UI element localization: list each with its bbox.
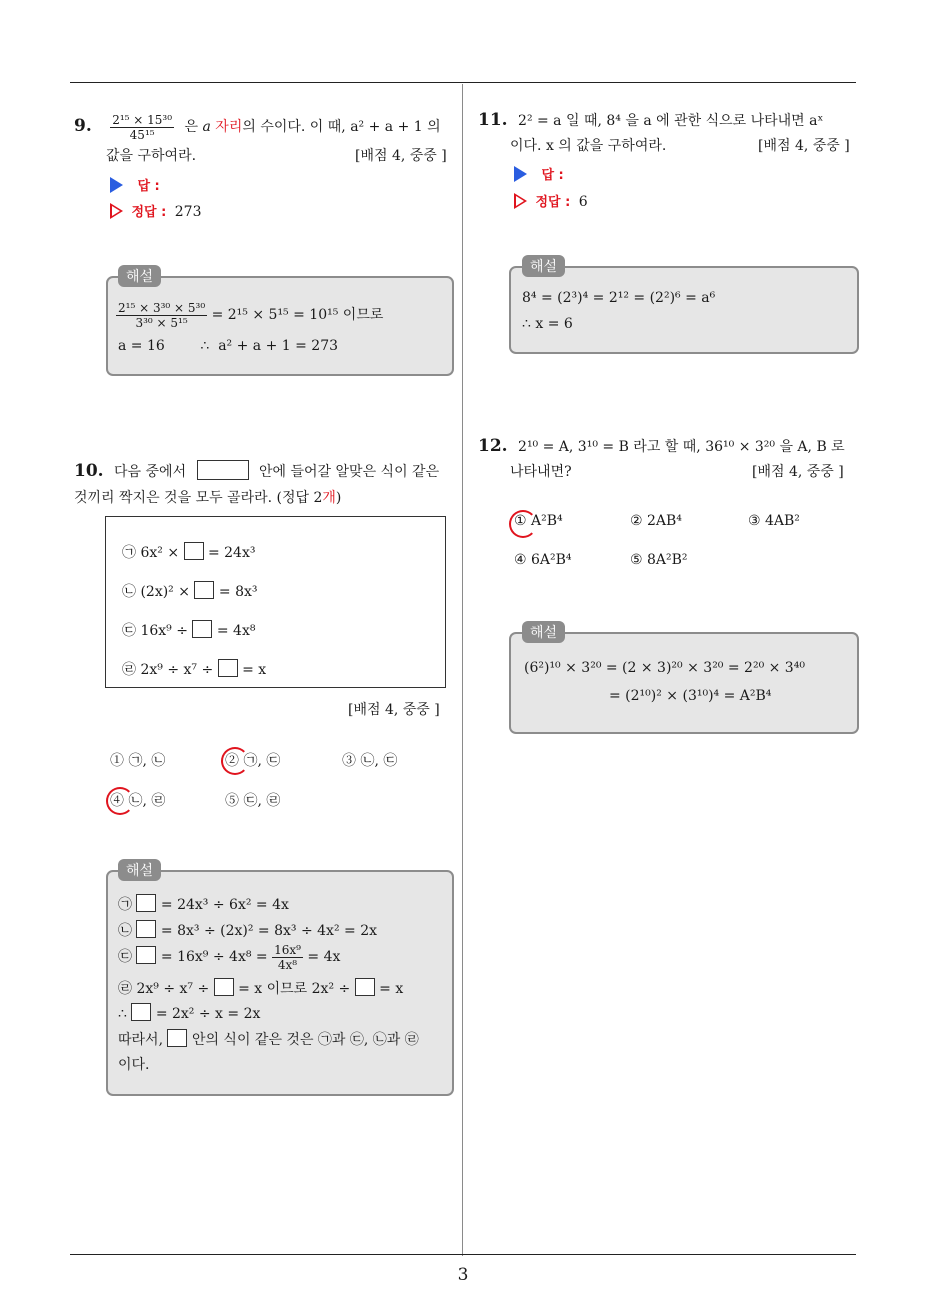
q10-line1: 10. 다음 중에서 안에 들어갈 알맞은 식이 같은: [74, 461, 440, 481]
q11-number: 11.: [478, 110, 508, 130]
q10-sol-line5: ∴ = 2x² ÷ x = 2x: [118, 1003, 260, 1024]
q12-line2: 나타내면?: [510, 464, 572, 480]
blank-box: [192, 620, 212, 638]
q10-sol-line7: 이다.: [118, 1057, 150, 1073]
q12-solution-line2: = (2¹⁰)² × (3¹⁰)⁴ = A²B⁴: [609, 688, 772, 704]
q12-option-2[interactable]: ② 2AB⁴: [630, 513, 682, 529]
q12-number: 12.: [478, 436, 508, 456]
q10-solution-tag: 해설: [118, 859, 161, 881]
q10-sol-line2: ㉡ = 8x³ ÷ (2x)² = 8x³ ÷ 4x² = 2x: [118, 920, 377, 941]
q11-line2: 이다. x 의 값을 구하여라.: [510, 138, 667, 154]
outline-triangle-icon: [110, 203, 123, 219]
q12-option-4[interactable]: ④ 6A²B⁴: [514, 552, 572, 568]
q9-solution-line1: $\frac{\text{2¹⁵ × 3³⁰ × 5³⁰}}{\text{3³⁰ × 5¹⁵}}$ = 2¹⁵ × 5¹⁵ = 10¹⁵ 이므로: [118, 300, 384, 330]
q12-score: [배점 4, 중중 ]: [752, 464, 844, 480]
blank-box: [197, 460, 249, 480]
q11-solution-tag: 해설: [522, 255, 565, 277]
blank-box: [194, 581, 214, 599]
q12-option-1[interactable]: ① A²B⁴: [514, 513, 563, 529]
q11-score: [배점 4, 중중 ]: [758, 138, 850, 154]
blank-box: [131, 1003, 151, 1021]
column-divider: [462, 84, 463, 1256]
q9-fraction: $\frac{\text{2¹⁵ × 15³⁰}}{\text{45¹⁵}}$: [112, 112, 173, 142]
q10-item-1: ㉠ 6x² × = 24x³: [122, 542, 255, 563]
selected-mark-icon: [106, 787, 134, 815]
page-number: 3: [457, 1265, 469, 1285]
q9-line2: 값을 구하여라.: [106, 148, 197, 164]
q11-solution-box: [509, 266, 859, 354]
q9-solution-line2: a = 16 ∴ a² + a + 1 = 273: [118, 338, 339, 354]
q11-answer: 답 :: [514, 165, 564, 186]
q10-item-2: ㉡ (2x)² × = 8x³: [122, 581, 258, 602]
q9-line1: 9. $\frac{\text{2¹⁵ × 15³⁰}}{\text{45¹⁵}}$ 은 a 자리의 수이다. 이 때, a² + a + 1 의: [74, 112, 441, 142]
q10-line2: 것끼리 짝지은 것을 모두 골라라. (정답 2개): [74, 490, 342, 506]
q10-score: [배점 4, 중중 ]: [348, 702, 440, 718]
bottom-rule: [70, 1254, 856, 1255]
q12-solution-tag: 해설: [522, 621, 565, 643]
q10-sol-line4: ㉣ 2x⁹ ÷ x⁷ ÷ = x 이므로 2x² ÷ = x: [118, 978, 403, 999]
q9-answer: 답 :: [110, 176, 160, 197]
q10-item-4: ㉣ 2x⁹ ÷ x⁷ ÷ = x: [122, 659, 266, 680]
play-icon: [514, 166, 527, 182]
blank-box: [218, 659, 238, 677]
q12-option-5[interactable]: ⑤ 8A²B²: [630, 552, 688, 568]
blank-box: [136, 946, 156, 964]
q9-number: 9.: [74, 116, 92, 136]
q10-sol-line3: ㉢ = 16x⁹ ÷ 4x⁸ = $\frac{\text{16x⁹}}{\text{4x⁸}}$ = 4x: [118, 942, 341, 972]
q9-correct: 정답 : 273: [110, 202, 201, 223]
selected-mark-icon: [509, 510, 537, 538]
q12-line1: 12. 2¹⁰ = A, 3¹⁰ = B 라고 할 때, 36¹⁰ × 3²⁰ 을 A, B 로: [478, 436, 845, 456]
q11-line1: 11. 2² = a 일 때, 8⁴ 을 a 에 관한 식으로 나타내면 aˣ: [478, 110, 824, 130]
blank-box: [136, 894, 156, 912]
blank-box: [355, 978, 375, 996]
q10-sol-line6: 따라서, 안의 식이 같은 것은 ㉠과 ㉢, ㉡과 ㉣: [118, 1029, 419, 1050]
q9-score: [배점 4, 중중 ]: [355, 148, 447, 164]
q9-solution-tag: 해설: [118, 265, 161, 287]
q10-option-3[interactable]: ③ ㉡, ㉢: [342, 753, 398, 769]
selected-mark-icon: [221, 747, 249, 775]
blank-box: [214, 978, 234, 996]
q10-number: 10.: [74, 461, 104, 481]
q11-solution-line2: ∴ x = 6: [522, 316, 573, 332]
q12-solution-box: [509, 632, 859, 734]
q10-item-3: ㉢ 16x⁹ ÷ = 4x⁸: [122, 620, 255, 641]
q12-solution-line1: (6²)¹⁰ × 3²⁰ = (2 × 3)²⁰ × 3²⁰ = 2²⁰ × 3⁴⁰: [524, 660, 805, 676]
outline-triangle-icon: [514, 193, 527, 209]
q10-option-2[interactable]: ② ㉠, ㉢: [225, 753, 281, 769]
top-rule: [70, 82, 856, 83]
q10-sol-line1: ㉠ = 24x³ ÷ 6x² = 4x: [118, 894, 289, 915]
blank-box: [136, 920, 156, 938]
play-icon: [110, 177, 123, 193]
q10-option-4[interactable]: ④ ㉡, ㉣: [110, 793, 166, 809]
q12-option-3[interactable]: ③ 4AB²: [748, 513, 800, 529]
q10-option-1[interactable]: ① ㉠, ㉡: [110, 753, 166, 769]
blank-box: [167, 1029, 187, 1047]
blank-box: [184, 542, 204, 560]
q9-highlight: 자리: [210, 119, 243, 135]
q10-option-5[interactable]: ⑤ ㉢, ㉣: [225, 793, 281, 809]
q11-solution-line1: 8⁴ = (2³)⁴ = 2¹² = (2²)⁶ = a⁶: [522, 290, 716, 306]
q11-correct: 정답 : 6: [514, 192, 588, 213]
